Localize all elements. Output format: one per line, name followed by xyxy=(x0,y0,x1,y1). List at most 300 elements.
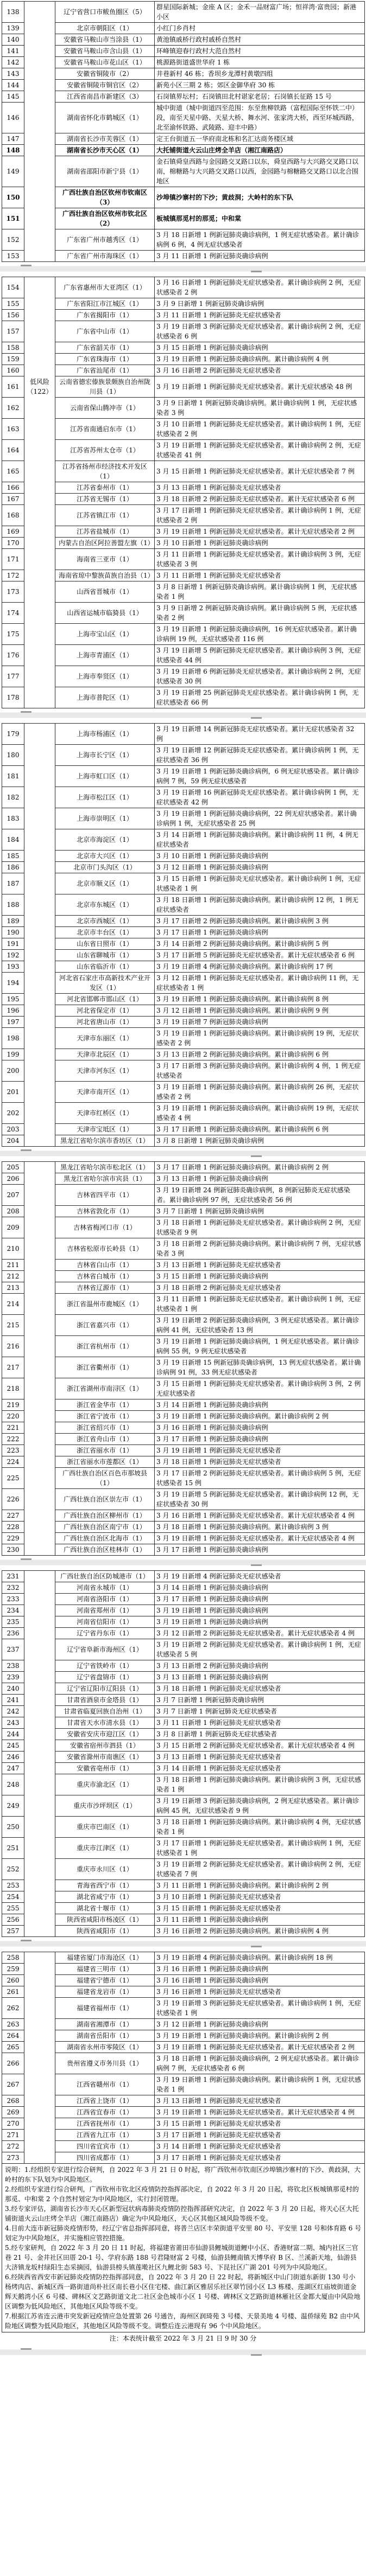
row-number-cell: 141 xyxy=(2,46,24,57)
table-row xyxy=(2,1411,365,1422)
row-number-cell: 208 xyxy=(2,1206,24,1217)
risk-category-cell xyxy=(24,1838,55,1859)
row-number-cell: 244 xyxy=(2,1729,24,1740)
risk-category-cell xyxy=(24,342,55,354)
table-row xyxy=(2,1752,365,1763)
region-cell: 广东省珠海市（1） xyxy=(55,354,155,365)
row-number-cell: 198 xyxy=(2,1028,24,1049)
region-cell: 辽宁省丹东市（1） xyxy=(55,1628,155,1639)
risk-category-cell xyxy=(24,1740,55,1752)
region-cell: 辽宁省盘锦市（1） xyxy=(55,1672,155,1683)
row-number-cell: 177 xyxy=(2,666,24,687)
page-break-tick-left xyxy=(21,1558,31,1560)
row-number-cell: 196 xyxy=(2,1005,24,1017)
detail-cell: 3 月 19 日新增 16 例新冠肺炎无症状感染者。累计确诊病例 1 例，无症状感染者 42 例 xyxy=(155,787,365,808)
detail-cell: 3 月 19 日新增 1 例新冠肺炎确诊病例，16 例无症状感染者。累计确诊病例 19 例，无症状感染者 116 例 xyxy=(155,624,365,645)
row-number-cell: 229 xyxy=(2,1533,24,1544)
table-row xyxy=(2,894,365,916)
risk-category-cell xyxy=(24,581,55,603)
region-cell: 吉林省梅河口市（1） xyxy=(55,1217,155,1238)
row-number-cell: 161 xyxy=(2,376,24,398)
row-number-cell: 240 xyxy=(2,1683,24,1695)
table-row xyxy=(2,687,365,708)
row-number-cell: 142 xyxy=(2,57,24,68)
table-row xyxy=(2,1616,365,1628)
row-number-cell: 245 xyxy=(2,1740,24,1752)
page-break-tick-left xyxy=(21,711,31,713)
row-number-cell: 203 xyxy=(2,1124,24,1135)
risk-category-cell xyxy=(24,1357,55,1378)
detail-cell: 3 月 11 日新增 1 例新冠肺炎确诊病例。累计确诊病例 2 例 xyxy=(155,1880,365,1891)
row-number-cell: 167 xyxy=(2,494,24,505)
table-row xyxy=(2,829,365,851)
region-cell: 天津市东丽区（1） xyxy=(55,1028,155,1049)
table-row xyxy=(2,494,365,505)
region-cell: 上海市松江区（1） xyxy=(55,787,155,808)
risk-category-cell xyxy=(24,2095,55,2107)
table-row xyxy=(2,1173,365,1185)
region-cell: 北京市大兴区（1） xyxy=(55,851,155,862)
detail-cell: 3 月 19 日新增 1 例新冠肺炎确诊病例。累计确诊病例 4 例 xyxy=(155,354,365,365)
region-cell: 湖南省邵阳市新宁县（1） xyxy=(55,156,155,187)
table-row xyxy=(2,1838,365,1859)
detail-cell: 3 月 19 日新增 1 例新冠肺炎无症状感染者。累计确诊病例 2 例，无症状感染者 41 例 xyxy=(155,440,365,461)
region-cell: 安徽省亳州市（1） xyxy=(55,1763,155,1774)
row-number-cell: 262 xyxy=(2,1998,24,2019)
detail-cell: 3 月 13 日新增 1 例新冠肺炎确诊病例 xyxy=(155,1672,365,1683)
table-row xyxy=(2,145,365,156)
risk-category-cell xyxy=(24,2118,55,2130)
detail-cell: 3 月 10 日新增 1 例新冠肺炎确诊病例 xyxy=(155,851,365,862)
region-cell: 湖南省怀化市鹤城区（1） xyxy=(55,103,155,133)
table-row xyxy=(2,1294,365,1315)
table-row xyxy=(2,365,365,376)
table-row xyxy=(2,1005,365,1017)
table-row xyxy=(2,961,365,973)
region-cell: 福建省三明市（1） xyxy=(55,1964,155,1975)
risk-category-cell xyxy=(24,938,55,950)
page-break-strip xyxy=(0,266,366,272)
risk-category-cell xyxy=(24,1206,55,1217)
detail-cell: 3 月 12 日新增 2 例新冠肺炎无症状感染者。累计无症状感染者 4 例 xyxy=(155,1628,365,1639)
table-row xyxy=(2,440,365,461)
risk-category-cell xyxy=(24,1510,55,1522)
row-number-cell: 193 xyxy=(2,961,24,973)
detail-cell: 3 月 19 日新增 3 例新冠肺炎无症状感染者。累计确诊病例 2 例，无症状感染者 6 例 xyxy=(155,321,365,342)
table-row xyxy=(2,787,365,808)
detail-cell: 3 月 17 日新增 1 例新冠肺炎确诊病例 xyxy=(155,1434,365,1445)
table-row xyxy=(2,277,365,298)
region-cell: 吉林省白城市（1） xyxy=(55,1271,155,1282)
row-number-cell: 173 xyxy=(2,581,24,603)
row-number-cell: 162 xyxy=(2,398,24,419)
region-cell: 湖南省长沙市芙蓉区（1） xyxy=(55,133,155,145)
risk-category-cell xyxy=(24,961,55,973)
row-number-cell: 215 xyxy=(2,1315,24,1336)
region-cell: 天津市河东区（1） xyxy=(55,1060,155,1082)
risk-category-cell xyxy=(24,277,55,298)
risk-category-cell xyxy=(24,1891,55,1903)
table-row xyxy=(2,1998,365,2019)
risk-category-cell xyxy=(24,1752,55,1763)
row-number-cell: 164 xyxy=(2,440,24,461)
risk-category-cell xyxy=(24,1468,55,1489)
table-row xyxy=(2,2030,365,2042)
row-number-cell: 270 xyxy=(2,2118,24,2130)
table-row xyxy=(2,570,365,581)
row-number-cell: 233 xyxy=(2,1594,24,1605)
risk-category-cell xyxy=(24,787,55,808)
region-cell: 浙江省丽水市莲都区（1） xyxy=(55,1456,155,1468)
detail-cell: 3 月 15 日新增 1 例新冠肺炎无症状感染者。累计无症状感染者 7 例 xyxy=(155,461,365,482)
row-number-cell: 239 xyxy=(2,1672,24,1683)
detail-cell: 新苑小区三期 2 栋；郊区金御华府 30 栋 xyxy=(155,80,365,91)
detail-cell: 3 月 19 日新增 3 例新冠肺炎无症状感染者。累计确诊病例 1 例，无症状感染者 1 例 xyxy=(155,1998,365,2019)
region-cell: 江西省上饶市（1） xyxy=(55,2095,155,2107)
table-row xyxy=(2,808,365,829)
table-row xyxy=(2,1774,365,1795)
row-number-cell: 246 xyxy=(2,1752,24,1763)
detail-cell: 3 月 13 日新增 1 例新冠肺炎无症状感染者 xyxy=(155,2095,365,2107)
region-cell: 吉林省辽源市（1） xyxy=(55,1282,155,1294)
region-cell: 陕西省咸阳市杨凌区（1） xyxy=(55,1914,155,1926)
table-row xyxy=(2,419,365,440)
page-break-tick-left xyxy=(21,265,31,266)
row-number-cell: 266 xyxy=(2,2053,24,2074)
row-number-cell: 268 xyxy=(2,2095,24,2107)
detail-cell: 3 月 19 日新增 14 例新冠肺炎无症状感染者。累计无症状感染者 32 例 xyxy=(155,724,365,745)
detail-cell: 3 月 15 日新增 1 例新冠肺炎无症状感染者。累计确诊病例 1 例，无症状感染者 1 例 xyxy=(155,873,365,894)
region-cell: 吉林省敦化市（1） xyxy=(55,1206,155,1217)
page-break-tick-right xyxy=(251,2354,262,2356)
risk-category-cell xyxy=(24,1456,55,1468)
region-cell: 辽宁省铁岭市（1） xyxy=(55,1660,155,1672)
risk-category-cell xyxy=(24,2030,55,2042)
region-cell: 上海市虹口区（1） xyxy=(55,766,155,787)
row-number-cell: 235 xyxy=(2,1616,24,1628)
page-break-strip xyxy=(0,1559,366,1565)
row-number-cell: 263 xyxy=(2,2019,24,2030)
region-cell: 甘肃省临夏回族自治州（1） xyxy=(55,1706,155,1717)
table-row xyxy=(2,1522,365,1533)
detail-cell: 3 月 13 日新增 1 例新冠肺炎无症状感染者 xyxy=(155,482,365,494)
risk-category-cell xyxy=(24,1533,55,1544)
page-break-tick-right xyxy=(251,1946,262,1947)
region-cell: 广东省广州市越秀区（1） xyxy=(55,229,155,251)
note-line: 7.根据江苏省连云港市突发新冠疫情应急处置第 26 号通告，海州区润琦苑 3 号楼、天景美地 4 号楼、温侨绿苑 B2 由中风险地区调整为低风险地区，其他地区风险等级不变。调整后连云港现有 96 个中风险地区。 xyxy=(5,2312,359,2330)
detail-cell: 3 月 15 日新增 1 例新冠肺炎无症状感染者 xyxy=(155,1903,365,1914)
region-cell: 山西省晋城市（1） xyxy=(55,581,155,603)
risk-category-cell xyxy=(24,1005,55,1017)
note-line: 4.目前大连市新冠肺炎疫情形势，经辽宁省总指挥部同意，将普兰店区丰荣街道平安里 80 号、平安里 128 号和体育路 6 号划定为中风险地区，并实施相应管控措施。 xyxy=(5,2225,362,2242)
detail-cell: 城中街道（城中街道四至范围：东至焦柳铁路（富程国际至怀铁二中）段，南至天星中路、天星大桥、舞水河、张家湾大桥，西至环城西路，北至渝怀铁路、武陵路、迎丰中路） xyxy=(155,103,365,133)
table-row xyxy=(2,950,365,961)
table-row xyxy=(2,461,365,482)
region-cell: 湖北省十堰市（1） xyxy=(55,1903,155,1914)
risk-category-cell xyxy=(24,549,55,570)
table-row xyxy=(2,1315,365,1336)
region-cell: 山东省临沂市（1） xyxy=(55,961,155,973)
region-cell: 北京市丰台区（1） xyxy=(55,927,155,938)
row-number-cell: 253 xyxy=(2,1880,24,1891)
region-cell: 广西壮族自治区钦州市钦南区（3） xyxy=(55,187,155,208)
region-cell: 广西壮族自治区防城港市（1） xyxy=(55,1571,155,1582)
detail-cell: 3 月 13 日新增 2 例新冠肺炎确诊病例。累计确诊病例 6 例 xyxy=(155,1049,365,1060)
detail-cell: 3 月 18 日新增 1 例新冠肺炎无症状感染者。累计确诊病例 2 例，无症状感染者 9 例 xyxy=(155,1217,365,1238)
table-row xyxy=(2,1049,365,1060)
risk-category-cell xyxy=(24,1880,55,1891)
detail-cell: 3 月 10 日新增 1 例新冠肺炎无症状感染者 xyxy=(155,1891,365,1903)
risk-category-cell xyxy=(24,1616,55,1628)
row-number-cell: 209 xyxy=(2,1217,24,1238)
row-number-cell: 210 xyxy=(2,1238,24,1260)
table-row xyxy=(2,916,365,927)
risk-category-cell xyxy=(24,1238,55,1260)
detail-cell: 3 月 19 日新增 5 例新冠肺炎无症状感染者。累计确诊病例 12 例，无症状感染者 30 例 xyxy=(155,1489,365,1510)
row-number-cell: 260 xyxy=(2,1975,24,1986)
region-cell: 安徽省滁州市南谯区（1） xyxy=(55,1752,155,1763)
region-cell: 福建省福州市（1） xyxy=(55,1998,155,2019)
detail-cell: 3 月 17 日新增 1 例新冠肺炎无症状感染者。累计确诊病例 1 例，无症状感染者 2 例 xyxy=(155,505,365,526)
table-row xyxy=(2,46,365,57)
page-break-strip xyxy=(0,2349,366,2355)
detail-cell: 3 月 13 日新增 1 例新冠肺炎无症状感染者 xyxy=(155,1260,365,1271)
region-cell: 辽宁省辽阳市辽阳县（1） xyxy=(55,1683,155,1695)
row-number-cell: 195 xyxy=(2,994,24,1005)
detail-cell: 3 月 19 日新增 1 例新冠肺炎确诊病例。累计确诊病例 26 例，无症状感染者 2 例 xyxy=(155,1082,365,1103)
row-number-cell: 269 xyxy=(2,2107,24,2118)
risk-category-cell xyxy=(24,57,55,68)
detail-cell: 3 月 19 日新增 1 例新冠肺炎确诊病例。累计确诊病例 2 例 xyxy=(155,2030,365,2042)
detail-cell: 3 月 19 日新增 1 例新冠肺炎无症状感染者。累计无症状感染者 4 例 xyxy=(155,1533,365,1544)
table-row xyxy=(2,1260,365,1271)
detail-cell: 3 月 18 日新增 1 例新冠肺炎确诊病例。累计确诊病例 3 例 xyxy=(155,1522,365,1533)
risk-category-cell xyxy=(24,894,55,916)
risk-category-cell xyxy=(24,1271,55,1282)
table-row xyxy=(2,482,365,494)
region-cell: 天津市红桥区（1） xyxy=(55,1103,155,1124)
risk-category-cell xyxy=(24,91,55,103)
detail-cell: 3 月 17 日新增 2 例新冠肺炎无症状感染者。累计确诊病例 5 例，无症状感染者 15 例 xyxy=(155,1468,365,1489)
region-cell: 辽宁省阜新市海州区（1） xyxy=(55,1639,155,1660)
risk-category-cell xyxy=(24,505,55,526)
row-number-cell: 230 xyxy=(2,1544,24,1556)
risk-category-cell xyxy=(24,365,55,376)
note-line: 说明：1.经组织专家进行综合研判，自 2022 年 3 月 21 日 0 时起，将广西钦州市钦南区沙埠镇沙寨村的下沙、黄歧洞，大岭村的东下队划为中风险地区。 xyxy=(5,2166,361,2183)
table-row xyxy=(2,1206,365,1217)
table-row xyxy=(2,581,365,603)
detail-cell: 3 月 19 日新增 3 例新冠肺炎确诊病例，2 例无症状感染者。累计确诊病例 45 例，无症状感染者 9 例 xyxy=(155,1795,365,1817)
table-row xyxy=(2,1378,365,1399)
table-row xyxy=(2,994,365,1005)
risk-category-cell xyxy=(24,1028,55,1049)
risk-category-cell xyxy=(24,624,55,645)
table-row xyxy=(2,298,365,310)
risk-category-cell xyxy=(24,1986,55,1998)
row-number-cell: 180 xyxy=(2,745,24,766)
page-break xyxy=(0,708,366,723)
region-cell: 安徽省马鞍山市含山县（1） xyxy=(55,46,155,57)
row-number-cell: 219 xyxy=(2,1399,24,1411)
row-number-cell: 232 xyxy=(2,1582,24,1594)
row-number-cell: 234 xyxy=(2,1605,24,1616)
risk-category-cell xyxy=(24,1998,55,2019)
risk-category-cell xyxy=(24,645,55,666)
detail-cell: 3 月 14 日新增 1 例新冠肺炎无症状感染者 xyxy=(155,2141,365,2152)
risk-category-cell xyxy=(24,1445,55,1456)
region-cell: 浙江省杭州市（1） xyxy=(55,1336,155,1357)
detail-cell: 3 月 16 日新增 1 例新冠肺炎无症状感染者。累计无症状感染者 4 例 xyxy=(155,1510,365,1522)
row-number-cell: 160 xyxy=(2,365,24,376)
risk-category-cell xyxy=(24,1422,55,1434)
region-cell: 上海市奉贤区（1） xyxy=(55,666,155,687)
table-row xyxy=(2,2042,365,2053)
region-cell: 湖南省长沙市天心区（1） xyxy=(55,145,155,156)
row-number-cell: 147 xyxy=(2,133,24,145)
risk-category-cell xyxy=(24,1695,55,1706)
detail-cell: 3 月 10 日新增 1 例新冠肺炎无症状感染者。累计确诊病例 1 例，无症状感染者 2 例 xyxy=(155,419,365,440)
table-row xyxy=(2,1859,365,1880)
region-cell: 黑龙江省哈尔滨市香坊区（1） xyxy=(55,1135,155,1147)
risk-category-cell xyxy=(24,1049,55,1060)
row-number-cell: 231 xyxy=(2,1571,24,1582)
risk-category-cell xyxy=(24,1017,55,1028)
risk-category-cell xyxy=(24,440,55,461)
page-break xyxy=(0,2345,366,2360)
detail-cell: 3 月 16 日新增 2 例新冠肺炎确诊病例。累计确诊病例 4 例 xyxy=(155,1926,365,1937)
region-cell: 河北省石家庄市高新技术产业开发区（1） xyxy=(55,973,155,994)
row-number-cell: 150 xyxy=(2,187,24,208)
table-row xyxy=(2,1028,365,1049)
region-cell: 上海市长宁区（1） xyxy=(55,745,155,766)
detail-cell: 3 月 12 日新增 1 例新冠肺炎无症状感染者。累计确诊病例 11 例，无症状感染者 1 例 xyxy=(155,973,365,994)
region-cell: 湖南省永州市零陵区（1） xyxy=(55,2042,155,2053)
risk-category-cell xyxy=(24,482,55,494)
risk-category-cell xyxy=(24,1964,55,1975)
detail-cell: 定王台街道五一华府南北栋和名汇达商务楼区域 xyxy=(155,133,365,145)
risk-category-cell xyxy=(24,1217,55,1238)
stats-cutoff-note: 注：本表统计截至 2022 年 3 月 21 日 9 时 30 分 xyxy=(109,2335,257,2342)
detail-cell: 3 月 9 日新增 1 例新冠肺炎确诊病例 xyxy=(155,298,365,310)
region-cell: 安徽省铜陵市（2） xyxy=(55,68,155,80)
table-row xyxy=(2,1185,365,1206)
table-row xyxy=(2,398,365,419)
table-row xyxy=(2,342,365,354)
row-number-cell: 261 xyxy=(2,1986,24,1998)
notes-row xyxy=(2,2164,365,2332)
table-row xyxy=(2,2,365,23)
risk-category-cell xyxy=(24,1411,55,1422)
risk-category-cell xyxy=(24,133,55,145)
row-number-cell: 165 xyxy=(2,461,24,482)
row-number-cell: 236 xyxy=(2,1628,24,1639)
risk-category-cell xyxy=(24,1975,55,1986)
risk-category-cell xyxy=(24,23,55,34)
risk-category-cell xyxy=(24,1399,55,1411)
detail-cell: 3 月 19 日新增 1 例新冠肺炎确诊病例。累计确诊病例 19 例，无症状感染者 2 例 xyxy=(155,1028,365,1049)
table-row xyxy=(2,1891,365,1903)
row-number-cell: 188 xyxy=(2,894,24,916)
detail-cell: 3 月 19 日新增 4 例新冠肺炎确诊病例。累计确诊病例 17 例 xyxy=(155,961,365,973)
detail-cell: 3 月 19 日新增 1 例新冠肺炎确诊病例。累计确诊病例 19 例，无症状感染者 4 例 xyxy=(155,1103,365,1124)
risk-category-cell xyxy=(24,1282,55,1294)
page-break-tick-right xyxy=(251,271,262,272)
row-number-cell: 168 xyxy=(2,505,24,526)
row-number-cell: 218 xyxy=(2,1378,24,1399)
detail-cell: 3 月 8 日新增 1 例新冠肺炎确诊病例。累计确诊病例 1 例，无症状感染者 1 例 xyxy=(155,581,365,603)
row-number-cell: 224 xyxy=(2,1456,24,1468)
page-break-tick-left xyxy=(21,1940,31,1941)
detail-cell: 石岗镇界坛村；石岗镇田北村谌家老居；石岗镇长征路 15 号 xyxy=(155,91,365,103)
detail-cell: 3 月 17 日新增 1 例新冠肺炎确诊病例 xyxy=(155,927,365,938)
region-cell: 浙江省舟山市（1） xyxy=(55,1434,155,1445)
table-row xyxy=(2,1660,365,1672)
region-cell: 上海市宝山区（1） xyxy=(55,624,155,645)
row-number-cell: 143 xyxy=(2,68,24,80)
row-number-cell: 272 xyxy=(2,2141,24,2152)
row-number-cell: 155 xyxy=(2,298,24,310)
region-cell: 江苏省扬州市经济技术开发区（1） xyxy=(55,461,155,482)
detail-cell: 3 月 11 日新增 1 例新冠肺炎确诊病例 xyxy=(155,251,365,262)
page-break xyxy=(0,262,366,277)
region-cell: 浙江省湖州市南浔区（1） xyxy=(55,1378,155,1399)
row-number-cell: 191 xyxy=(2,938,24,950)
detail-cell: 3 月 19 日新增 1 例新冠肺炎无症状感染者 xyxy=(155,1445,365,1456)
region-cell: 江苏省泰州市（1） xyxy=(55,482,155,494)
region-cell: 广东省揭阳市（1） xyxy=(55,310,155,321)
region-cell: 黑龙江省哈尔滨市宾县（1） xyxy=(55,1173,155,1185)
row-number-cell: 207 xyxy=(2,1185,24,1206)
row-number-cell: 243 xyxy=(2,1717,24,1729)
table-row xyxy=(2,1135,365,1147)
table-row xyxy=(2,1434,365,1445)
detail-cell: 3 月 14 日新增 1 例新冠肺炎无症状感染者 xyxy=(155,1763,365,1774)
table-row xyxy=(2,549,365,570)
row-number-cell: 139 xyxy=(2,23,24,34)
table-row xyxy=(2,1238,365,1260)
detail-cell: 3 月 18 日新增 1 例新冠肺炎确诊病例。累计确诊病例 4 例，无症状感染者 1 例 xyxy=(155,1817,365,1838)
risk-category-cell xyxy=(24,1582,55,1594)
table-row xyxy=(2,1544,365,1556)
risk-category-cell xyxy=(24,1774,55,1795)
table-row xyxy=(2,229,365,251)
region-cell: 浙江省绍兴市（1） xyxy=(55,1422,155,1434)
row-number-cell: 206 xyxy=(2,1173,24,1185)
table-row xyxy=(2,2107,365,2118)
row-number-cell: 257 xyxy=(2,1926,24,1937)
region-cell: 湖北省咸宁市（1） xyxy=(55,1891,155,1903)
row-number-cell: 255 xyxy=(2,1903,24,1914)
risk-category-cell xyxy=(24,1594,55,1605)
detail-cell: 3 月 16 日新增 2 例新冠肺炎无症状感染者 xyxy=(155,365,365,376)
region-cell: 安徽省铜陵市铜官区（2） xyxy=(55,80,155,91)
note-line: 6.经陕西省西安市新冠肺炎疫情防控指挥部同意，自 2022 年 3 月 20 日 22 时起，将新城区中山门街道东新街 130 号小杨烤肉店、新城区西一路街道尚朴社区南长巷小区住宅楼、曲江新区雅居乐社区翠竹园小区 L3 栋楼、莲湖区红庙坡街道金辉天鹅湾小区 6 号楼、碑林区文艺路街道文北二社区金色城市小区 1 号楼、碑林区文艺路街道林雁社区金都大厦由中风险地区调整为低风险地区，其他地区风险等级不变。 xyxy=(5,2273,361,2310)
region-cell: 江西省赣州市（1） xyxy=(55,2074,155,2095)
table-row xyxy=(2,1082,365,1103)
detail-cell: 3 月 19 日新增 2 例新冠肺炎无症状感染者。累计确诊病例 2 例，无症状感染者 7 例 xyxy=(155,1859,365,1880)
risk-category-cell xyxy=(24,1162,55,1173)
region-cell: 天津市宝坻区（1） xyxy=(55,1124,155,1135)
risk-category-cell xyxy=(24,950,55,961)
detail-cell: 3 月 19 日新增 24 例新冠肺炎确诊病例，8 例新冠肺炎无症状感染者。累计确诊病例 97 例，无症状感染者 56 例 xyxy=(155,1185,365,1206)
table-row xyxy=(2,973,365,994)
table-pages xyxy=(2,1,364,2332)
detail-cell: 3 月 15 日新增 1 例新冠肺炎确诊病例 xyxy=(155,342,365,354)
risk-category-cell xyxy=(24,1605,55,1616)
table-row xyxy=(2,927,365,938)
region-cell: 江苏省无锡市（1） xyxy=(55,494,155,505)
risk-category-cell xyxy=(24,526,55,538)
